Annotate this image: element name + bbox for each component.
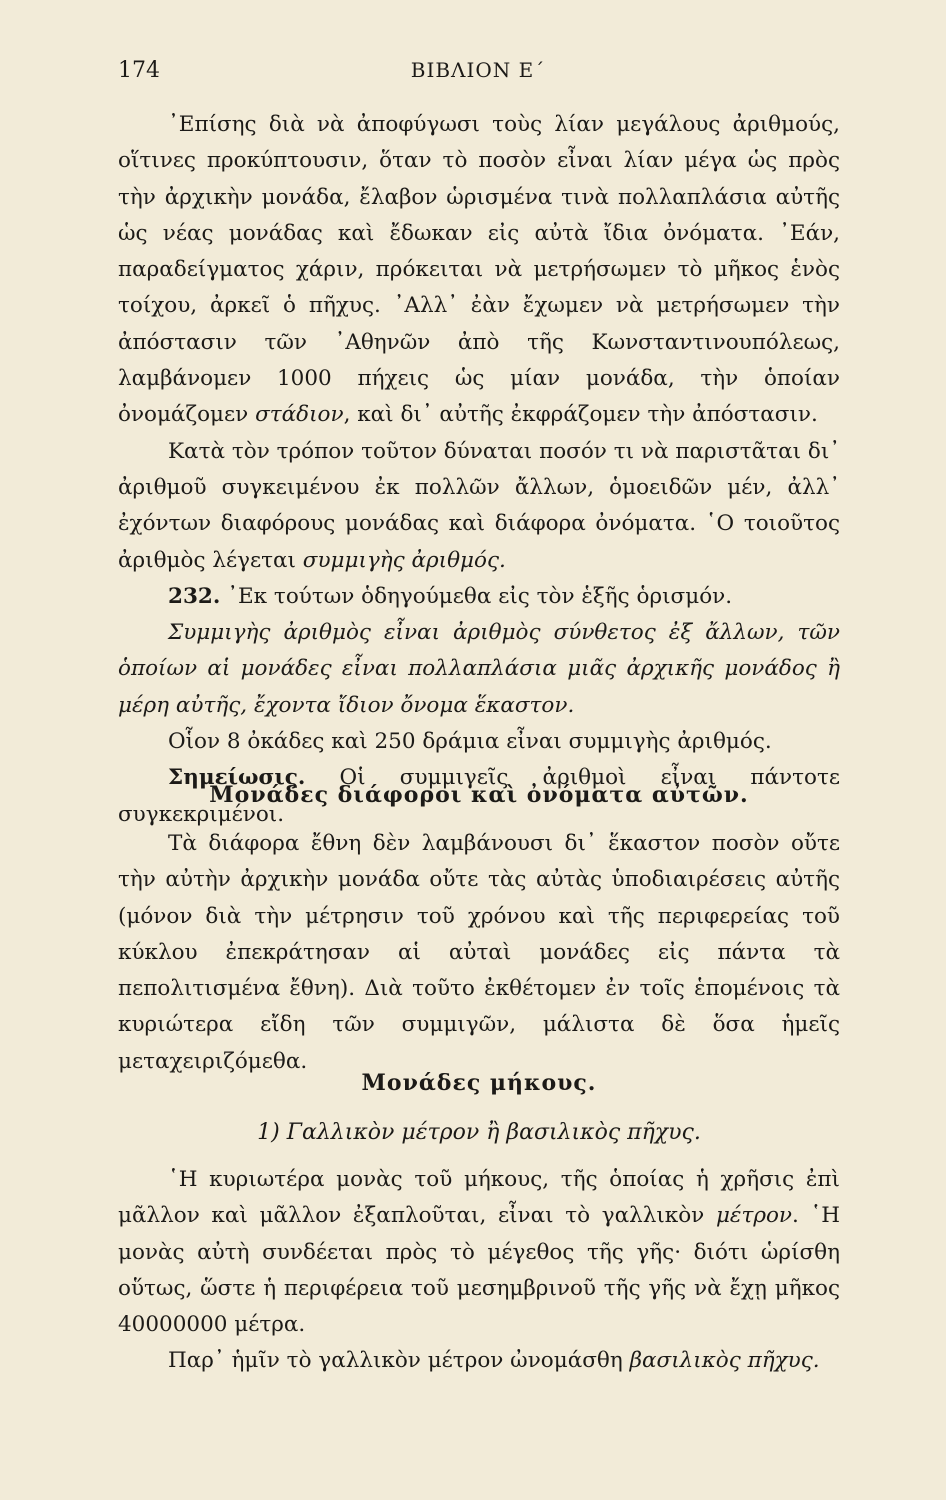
page-number: 174 — [118, 58, 160, 83]
definition: Συμμιγὴς ἀριθμὸς εἶναι ἀριθμὸς σύνθετος ἐξ ἄλλων, τῶν ὁποίων αἱ μονάδες εἶναι πολλαπλάσια μιᾶς ἀρχικῆς μονάδος ἢ μέρη αὐτῆς, ἔχοντα ἴδιον ὄνομα ἕκαστον. — [118, 620, 840, 718]
section-metre — [118, 1162, 840, 1380]
section-232: 232. ᾿Εκ τούτων ὁδηγούμεθα εἰς τὸν ἑξῆς ὁρισμόν. — [168, 583, 733, 609]
example: Οἷον 8 ὀκάδες καὶ 250 δράμια εἶναι συμμιγὴς ἀριθμός. — [168, 729, 772, 755]
note-label: Σημείωσις. — [168, 765, 306, 791]
page-header — [118, 58, 838, 94]
section-number: 232. — [168, 583, 221, 609]
paragraph-metre: ῾Η κυριωτέρα μονὰς τοῦ μήκους, τῆς ὁποίας ἡ χρῆσις ἐπὶ μᾶλλον καὶ μᾶλλον ἐξαπλοῦται, εἶναι τὸ γαλλικὸν μέτρον. ῾Η μονὰς αὐτὴ συνδέεται πρὸς τὸ μέγεθος τῆς γῆς· διότι ὡρίσθη οὕτως, ὥστε ἡ περιφέρεια τοῦ μεσημβρινοῦ τῆς γῆς νὰ ἔχῃ μῆκος 40000000 μέτρα. — [118, 1167, 841, 1338]
section-units — [118, 826, 840, 1080]
paragraph-royal-cubit: Παρ᾿ ἡμῖν τὸ γαλλικὸν μέτρον ὠνομάσθη βασιλικὸς πῆχυς. — [168, 1348, 820, 1374]
heading-various-units: Μονάδες διάφοροι καὶ ὀνόματα αὐτῶν. — [209, 782, 749, 808]
running-title: ΒΙΒΛΙΟΝ Ε΄ — [410, 58, 546, 82]
paragraph-nations: Τὰ διάφορα ἔθνη δὲν λαμβάνουσι δι᾿ ἕκαστον ποσὸν οὔτε τὴν αὐτὴν ἀρχικὴν μονάδα οὔτε τὰς αὐτὰς ὑποδιαιρέσεις αὐτῆς (μόνον διὰ τὴν μέτρησιν τοῦ χρόνου καὶ τῆς περιφερείας τοῦ κύκλου ἐπεκράτησαν αἱ αὐταὶ μονάδες εἰς πάντα τὰ πεπολιτισμένα ἔθνη). Διὰ τοῦτο ἐκθέτομεν ἐν τοῖς ἑπομένοις τὰ κυριώτερα εἴδη τῶν συμμιγῶν, μάλιστα δὲ ὅσα ἡμεῖς μεταχειριζόμεθα. — [118, 831, 840, 1074]
section-intro — [118, 107, 840, 833]
subheading-metre: 1) Γαλλικὸν μέτρον ἢ βασιλικὸς πῆχυς. — [257, 1120, 701, 1145]
term-stadion: στάδιον — [255, 402, 344, 428]
paragraph-mixed-number: Κατὰ τὸν τρόπον τοῦτον δύναται ποσόν τι νὰ παριστᾶται δι᾿ ἀριθμοῦ συγκειμένου ἐκ πολλῶν ἄλλων, ὁμοειδῶν μέν, ἀλλ᾿ ἐχόντων διαφόρους μονάδας καὶ διάφορα ὀνόματα. ῾Ο τοιοῦτος ἀριθμὸς λέγεται συμμιγὴς ἀριθμός. — [118, 438, 840, 573]
term-mixed-number: συμμιγὴς ἀριθμός. — [302, 547, 506, 573]
term-metre: μέτρον — [715, 1203, 792, 1229]
note: Σημείωσις. Οἱ συμμιγεῖς ἀριθμοὶ εἶναι πάντοτε συγκεκριμένοι. — [118, 765, 840, 827]
term-royal-cubit: βασιλικὸς πῆχυς. — [629, 1348, 820, 1374]
heading-length-units: Μονάδες μήκους. — [361, 1070, 597, 1096]
paragraph-multiples: ᾿Επίσης διὰ νὰ ἀποφύγωσι τοὺς λίαν μεγάλους ἀριθμούς, οἵτινες προκύπτουσιν, ὅταν τὸ ποσὸν εἶναι λίαν μέγα ὡς πρὸς τὴν ἀρχικὴν μονάδα, ἔλαβον ὡρισμένα τινὰ πολλαπλάσια αὐτῆς ὡς νέας μονάδας καὶ ἔδωκαν εἰς αὐτὰ ἴδια ὀνόματα. ᾿Εάν, παραδείγματος χάριν, πρόκειται νὰ μετρήσωμεν τὸ μῆκος ἑνὸς τοίχου, ἀρκεῖ ὁ πῆχυς. ᾿Αλλ᾿ ἐὰν ἔχωμεν νὰ μετρήσωμεν τὴν ἀπόστασιν τῶν ᾿Αθηνῶν ἀπὸ τῆς Κωνσταντινουπόλεως, λαμβάνομεν 1000 πήχεις ὡς μίαν μονάδα, τὴν ὁποίαν ὀνομάζομεν στάδιον, καὶ δι᾿ αὐτῆς ἐκφράζομεν τὴν ἀπόστασιν. — [118, 112, 840, 428]
